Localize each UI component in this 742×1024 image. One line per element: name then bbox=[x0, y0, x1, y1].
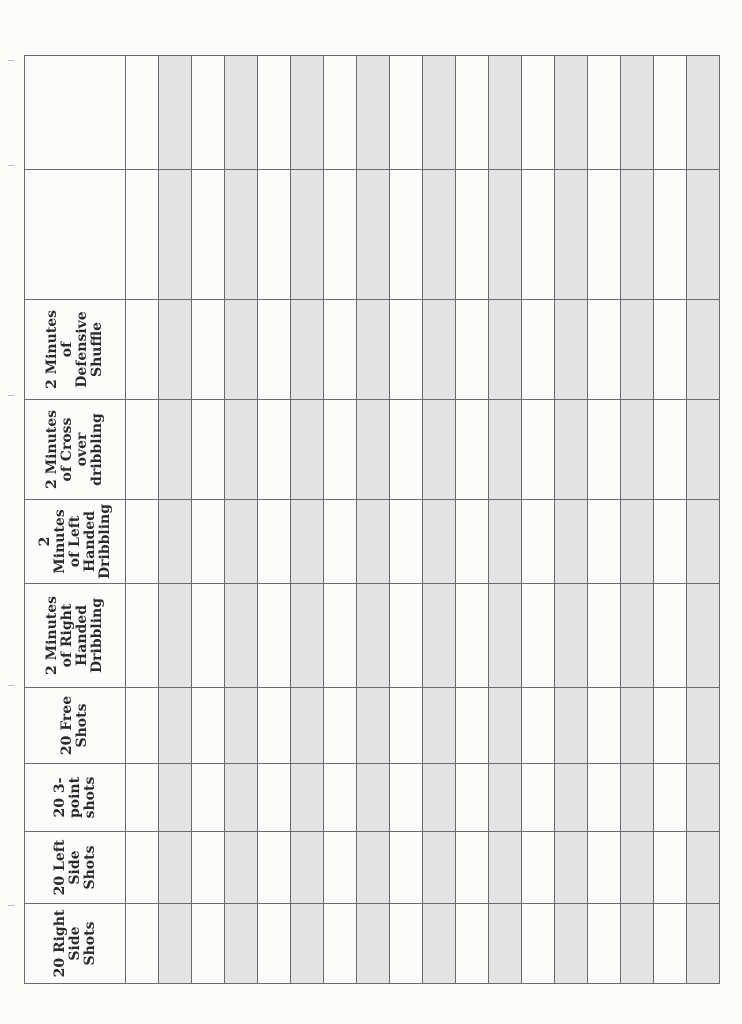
table-cell[interactable] bbox=[522, 300, 555, 400]
table-cell[interactable] bbox=[126, 500, 159, 584]
table-cell[interactable] bbox=[489, 832, 522, 904]
table-cell[interactable] bbox=[258, 764, 291, 832]
table-cell[interactable] bbox=[357, 500, 390, 584]
column-header-label: 2 Minutes of Defensive Shuffle bbox=[44, 309, 105, 390]
table-cell[interactable] bbox=[291, 170, 324, 300]
table-cell[interactable] bbox=[390, 904, 423, 984]
table-cell[interactable] bbox=[489, 400, 522, 500]
table-cell[interactable] bbox=[687, 500, 720, 584]
table-row bbox=[390, 56, 423, 984]
table-cell[interactable] bbox=[225, 584, 258, 688]
table-cell[interactable] bbox=[654, 584, 687, 688]
table-cell[interactable] bbox=[291, 584, 324, 688]
column-header bbox=[25, 300, 126, 400]
scan-edge-mark bbox=[8, 395, 14, 396]
table-row bbox=[324, 56, 357, 984]
table-cell[interactable] bbox=[456, 764, 489, 832]
table-cell[interactable] bbox=[456, 300, 489, 400]
table-header-row bbox=[25, 56, 126, 984]
table-cell[interactable] bbox=[225, 904, 258, 984]
table-cell[interactable] bbox=[357, 764, 390, 832]
column-header bbox=[25, 400, 126, 500]
table-cell[interactable] bbox=[423, 400, 456, 500]
table-cell[interactable] bbox=[357, 832, 390, 904]
table-cell[interactable] bbox=[687, 56, 720, 170]
table-cell[interactable] bbox=[258, 500, 291, 584]
table-cell[interactable] bbox=[357, 688, 390, 764]
table-row bbox=[456, 56, 489, 984]
table-cell[interactable] bbox=[258, 832, 291, 904]
table-cell[interactable] bbox=[291, 904, 324, 984]
table-row bbox=[159, 56, 192, 984]
table-cell[interactable] bbox=[423, 688, 456, 764]
table-cell[interactable] bbox=[258, 688, 291, 764]
table-cell[interactable] bbox=[423, 56, 456, 170]
table-cell[interactable] bbox=[159, 764, 192, 832]
table-row bbox=[192, 56, 225, 984]
table-cell[interactable] bbox=[192, 300, 225, 400]
table-cell[interactable] bbox=[324, 904, 357, 984]
table-cell[interactable] bbox=[588, 688, 621, 764]
scan-edge-mark bbox=[8, 905, 14, 906]
table-cell[interactable] bbox=[522, 904, 555, 984]
table-cell[interactable] bbox=[258, 904, 291, 984]
table-cell[interactable] bbox=[159, 500, 192, 584]
table-row bbox=[423, 56, 456, 984]
column-header bbox=[25, 500, 126, 584]
table-cell[interactable] bbox=[489, 300, 522, 400]
table-row bbox=[588, 56, 621, 984]
table-cell[interactable] bbox=[621, 584, 654, 688]
table-row bbox=[357, 56, 390, 984]
scan-edge-mark bbox=[8, 165, 14, 166]
table-cell[interactable] bbox=[456, 832, 489, 904]
table-row bbox=[489, 56, 522, 984]
table-cell[interactable] bbox=[456, 56, 489, 170]
table-cell[interactable] bbox=[159, 832, 192, 904]
table-cell[interactable] bbox=[423, 764, 456, 832]
table-cell[interactable] bbox=[357, 300, 390, 400]
table-cell[interactable] bbox=[159, 904, 192, 984]
table-cell[interactable] bbox=[126, 764, 159, 832]
table-cell[interactable] bbox=[390, 300, 423, 400]
table-row bbox=[126, 56, 159, 984]
table-cell[interactable] bbox=[291, 500, 324, 584]
column-header bbox=[25, 688, 126, 764]
table-cell[interactable] bbox=[588, 764, 621, 832]
column-header bbox=[25, 170, 126, 300]
table-cell[interactable] bbox=[621, 688, 654, 764]
table-cell[interactable] bbox=[390, 500, 423, 584]
table-cell[interactable] bbox=[456, 500, 489, 584]
table-cell[interactable] bbox=[555, 400, 588, 500]
table-cell[interactable] bbox=[159, 584, 192, 688]
table-cell[interactable] bbox=[456, 170, 489, 300]
table-cell[interactable] bbox=[456, 400, 489, 500]
table-cell[interactable] bbox=[390, 584, 423, 688]
table-cell[interactable] bbox=[687, 764, 720, 832]
table-cell[interactable] bbox=[423, 904, 456, 984]
table-cell[interactable] bbox=[423, 500, 456, 584]
table-cell[interactable] bbox=[324, 500, 357, 584]
table-cell[interactable] bbox=[423, 170, 456, 300]
table-cell[interactable] bbox=[555, 688, 588, 764]
table-cell[interactable] bbox=[324, 688, 357, 764]
table-cell[interactable] bbox=[159, 56, 192, 170]
table-cell[interactable] bbox=[489, 904, 522, 984]
table-cell[interactable] bbox=[621, 56, 654, 170]
table-cell[interactable] bbox=[654, 400, 687, 500]
table-cell[interactable] bbox=[687, 688, 720, 764]
table-body bbox=[126, 56, 720, 984]
table-cell[interactable] bbox=[390, 170, 423, 300]
table-cell[interactable] bbox=[225, 688, 258, 764]
table-cell[interactable] bbox=[555, 56, 588, 170]
table-cell[interactable] bbox=[192, 832, 225, 904]
table-cell[interactable] bbox=[456, 904, 489, 984]
table-cell[interactable] bbox=[687, 584, 720, 688]
table-cell[interactable] bbox=[522, 584, 555, 688]
table-cell[interactable] bbox=[489, 764, 522, 832]
table-cell[interactable] bbox=[687, 832, 720, 904]
table-cell[interactable] bbox=[654, 832, 687, 904]
table-cell[interactable] bbox=[588, 170, 621, 300]
table-cell[interactable] bbox=[555, 584, 588, 688]
table-cell[interactable] bbox=[390, 688, 423, 764]
table-cell[interactable] bbox=[192, 584, 225, 688]
table-cell[interactable] bbox=[390, 400, 423, 500]
table-cell[interactable] bbox=[621, 764, 654, 832]
table-cell[interactable] bbox=[225, 56, 258, 170]
column-header-label: 2 Minutes of Left Handed Dribbling bbox=[36, 503, 113, 580]
table-cell[interactable] bbox=[225, 400, 258, 500]
table-cell[interactable] bbox=[258, 56, 291, 170]
table-cell[interactable] bbox=[192, 500, 225, 584]
table-cell[interactable] bbox=[588, 832, 621, 904]
table-cell[interactable] bbox=[324, 832, 357, 904]
table-cell[interactable] bbox=[489, 584, 522, 688]
table-cell[interactable] bbox=[159, 170, 192, 300]
table-cell[interactable] bbox=[192, 170, 225, 300]
table-cell[interactable] bbox=[687, 170, 720, 300]
table-cell[interactable] bbox=[126, 56, 159, 170]
table-cell[interactable] bbox=[621, 904, 654, 984]
table-cell[interactable] bbox=[588, 56, 621, 170]
table-cell[interactable] bbox=[555, 832, 588, 904]
table-cell[interactable] bbox=[258, 400, 291, 500]
table-cell[interactable] bbox=[588, 500, 621, 584]
table-cell[interactable] bbox=[555, 500, 588, 584]
table-cell[interactable] bbox=[357, 56, 390, 170]
table-cell[interactable] bbox=[654, 300, 687, 400]
table-cell[interactable] bbox=[588, 904, 621, 984]
table-cell[interactable] bbox=[522, 170, 555, 300]
table-cell[interactable] bbox=[621, 832, 654, 904]
table-cell[interactable] bbox=[555, 904, 588, 984]
table-row bbox=[522, 56, 555, 984]
table-cell[interactable] bbox=[687, 904, 720, 984]
table-row bbox=[687, 56, 720, 984]
table-cell[interactable] bbox=[423, 300, 456, 400]
table-cell[interactable] bbox=[390, 56, 423, 170]
table-cell[interactable] bbox=[192, 56, 225, 170]
table-cell[interactable] bbox=[687, 300, 720, 400]
column-header-label: 2 Minutes of Right Handed Dribbling bbox=[44, 595, 105, 676]
table-cell[interactable] bbox=[423, 832, 456, 904]
practice-log-table bbox=[24, 55, 720, 984]
table-cell[interactable] bbox=[621, 300, 654, 400]
table-cell[interactable] bbox=[126, 400, 159, 500]
table-cell[interactable] bbox=[621, 170, 654, 300]
table-cell[interactable] bbox=[192, 904, 225, 984]
table-cell[interactable] bbox=[687, 400, 720, 500]
table-cell[interactable] bbox=[654, 500, 687, 584]
table-cell[interactable] bbox=[522, 400, 555, 500]
table-cell[interactable] bbox=[258, 584, 291, 688]
table-cell[interactable] bbox=[654, 170, 687, 300]
table-cell[interactable] bbox=[291, 400, 324, 500]
table-row bbox=[555, 56, 588, 984]
table-cell[interactable] bbox=[225, 170, 258, 300]
table-cell[interactable] bbox=[357, 170, 390, 300]
table-cell[interactable] bbox=[324, 56, 357, 170]
table-row bbox=[654, 56, 687, 984]
table-cell[interactable] bbox=[522, 764, 555, 832]
column-header-label: 20 3-point shots bbox=[51, 776, 98, 819]
table-cell[interactable] bbox=[291, 832, 324, 904]
table-row bbox=[258, 56, 291, 984]
scan-edge-mark bbox=[8, 685, 14, 686]
table-cell[interactable] bbox=[126, 832, 159, 904]
table-cell[interactable] bbox=[192, 764, 225, 832]
table-cell[interactable] bbox=[159, 688, 192, 764]
table-cell[interactable] bbox=[588, 584, 621, 688]
table-cell[interactable] bbox=[126, 904, 159, 984]
table-cell[interactable] bbox=[291, 688, 324, 764]
table-cell[interactable] bbox=[456, 688, 489, 764]
table-cell[interactable] bbox=[192, 688, 225, 764]
column-header-label: 20 Free Shots bbox=[59, 695, 90, 756]
table-cell[interactable] bbox=[324, 170, 357, 300]
table-cell[interactable] bbox=[654, 56, 687, 170]
table-cell[interactable] bbox=[621, 500, 654, 584]
table-cell[interactable] bbox=[159, 400, 192, 500]
table-row bbox=[621, 56, 654, 984]
table-cell[interactable] bbox=[225, 500, 258, 584]
table-cell[interactable] bbox=[555, 300, 588, 400]
table-cell[interactable] bbox=[126, 170, 159, 300]
table-cell[interactable] bbox=[654, 764, 687, 832]
column-header bbox=[25, 584, 126, 688]
table-cell[interactable] bbox=[126, 300, 159, 400]
table-cell[interactable] bbox=[126, 584, 159, 688]
table-cell[interactable] bbox=[522, 500, 555, 584]
table-cell[interactable] bbox=[654, 904, 687, 984]
table-cell[interactable] bbox=[192, 400, 225, 500]
column-header bbox=[25, 56, 126, 170]
table-cell[interactable] bbox=[489, 170, 522, 300]
table-cell[interactable] bbox=[258, 300, 291, 400]
table-cell[interactable] bbox=[654, 688, 687, 764]
table-cell[interactable] bbox=[555, 170, 588, 300]
table-cell[interactable] bbox=[588, 300, 621, 400]
table-cell[interactable] bbox=[258, 170, 291, 300]
table-cell[interactable] bbox=[390, 832, 423, 904]
table-cell[interactable] bbox=[126, 688, 159, 764]
table-cell[interactable] bbox=[555, 764, 588, 832]
table-cell[interactable] bbox=[324, 400, 357, 500]
table-cell[interactable] bbox=[357, 584, 390, 688]
table-cell[interactable] bbox=[324, 764, 357, 832]
table-cell[interactable] bbox=[357, 400, 390, 500]
table-cell[interactable] bbox=[423, 584, 456, 688]
column-header-label: 2 Minutes of Cross over dribbling bbox=[44, 409, 105, 490]
table-cell[interactable] bbox=[291, 56, 324, 170]
table-cell[interactable] bbox=[357, 904, 390, 984]
table-cell[interactable] bbox=[588, 400, 621, 500]
column-header bbox=[25, 832, 126, 904]
table-cell[interactable] bbox=[159, 300, 192, 400]
table-cell[interactable] bbox=[225, 832, 258, 904]
table-cell[interactable] bbox=[621, 400, 654, 500]
table-cell[interactable] bbox=[522, 56, 555, 170]
table-cell[interactable] bbox=[390, 764, 423, 832]
table-cell[interactable] bbox=[225, 764, 258, 832]
table-cell[interactable] bbox=[489, 500, 522, 584]
table-cell[interactable] bbox=[225, 300, 258, 400]
scan-edge-mark bbox=[8, 60, 14, 61]
column-header-label: 20 Left Side Shots bbox=[51, 839, 98, 896]
column-header bbox=[25, 904, 126, 984]
table-cell[interactable] bbox=[456, 584, 489, 688]
table-cell[interactable] bbox=[489, 56, 522, 170]
table-cell[interactable] bbox=[324, 300, 357, 400]
table-cell[interactable] bbox=[291, 764, 324, 832]
table-cell[interactable] bbox=[522, 832, 555, 904]
column-header bbox=[25, 764, 126, 832]
table-row bbox=[225, 56, 258, 984]
table-cell[interactable] bbox=[489, 688, 522, 764]
table-row bbox=[291, 56, 324, 984]
table-cell[interactable] bbox=[291, 300, 324, 400]
table-cell[interactable] bbox=[324, 584, 357, 688]
table-cell[interactable] bbox=[522, 688, 555, 764]
rotated-table-container bbox=[24, 56, 719, 984]
column-header-label: 20 Right Side Shots bbox=[51, 909, 98, 978]
